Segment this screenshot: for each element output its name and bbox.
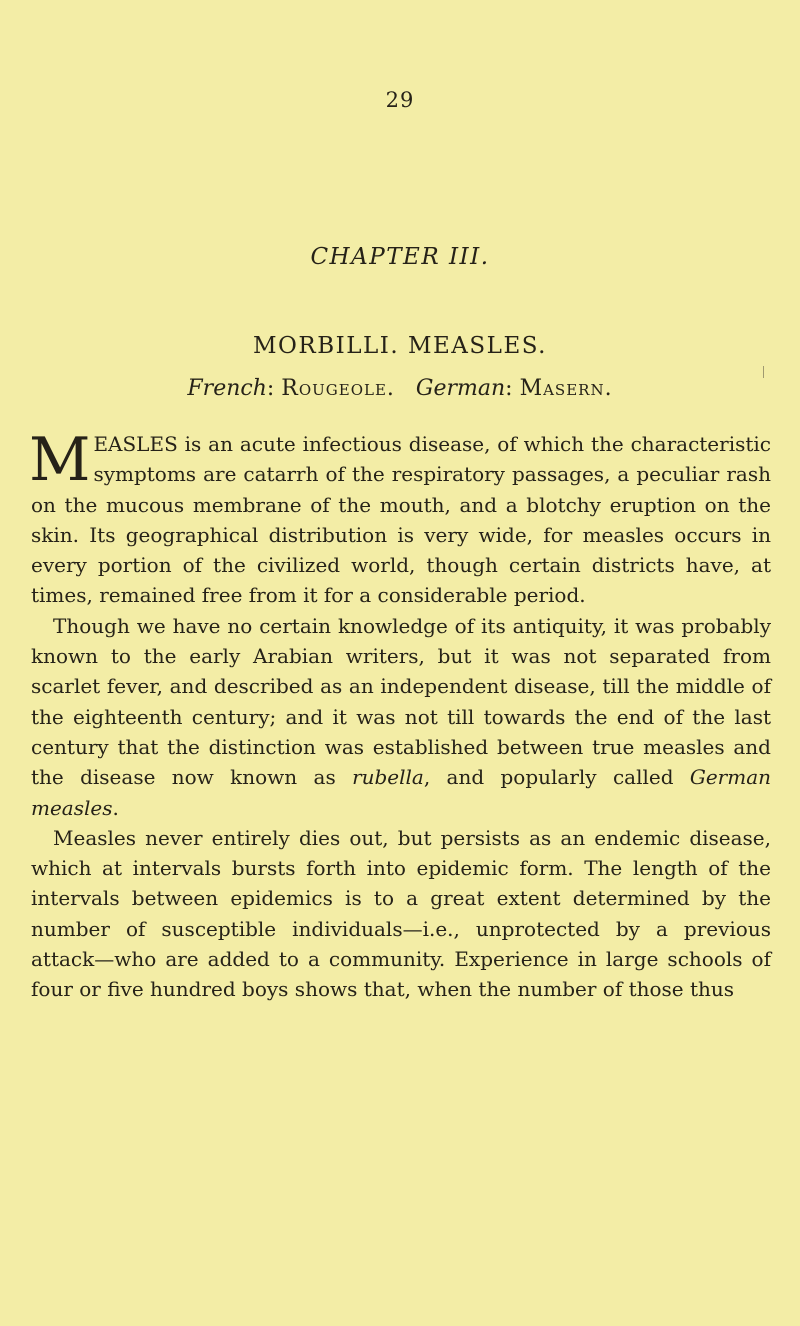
paragraph-2 bbox=[31, 611, 771, 823]
section-title: MORBILLI. MEASLES. bbox=[253, 333, 547, 359]
paragraph-1-text: EASLES is an acute infectious disease, of which the characteristic symptoms are catarrh of the respiratory passages, a peculiar rash on the mucous membrane of the mouth, and a blotchy eruption on the skin. Its geographical distribution is very wide, for measles occurs in every portion of the civilized world, though certain districts have, at times, remained free from it for a considerable period. bbox=[31, 432, 771, 608]
french-label: French bbox=[187, 376, 267, 401]
translations-line: French: Rougeole. German: Masern. bbox=[187, 376, 613, 401]
paragraph-2-text-c: . bbox=[112, 795, 119, 820]
german-measles-term: German measles bbox=[31, 765, 772, 820]
rubella-term: rubella bbox=[352, 765, 424, 790]
paragraph-2-text-a: Though we have no certain knowledge of its antiquity, it was probably known to the early Arabian writers, but it was not separated from scarlet fever, and described as an independent disease, till the middle of the eighteenth century; and it was not till towards the end of the last century that the distinction was established between true measles and the disease now known as bbox=[31, 613, 771, 790]
german-term: Masern. bbox=[519, 376, 613, 401]
drop-cap: M bbox=[29, 425, 91, 495]
paragraph-3-text: Measles never entirely dies out, but persists as an endemic disease, which at intervals bursts forth into epidemic form. The length of the intervals between epidemics is to a great extent determined by the number of susceptible individuals—i.e., unprotected by a previous attack—who are added to a community. Experience in large schools of four or five hundred boys shows that, when the number of those thus bbox=[31, 825, 771, 1002]
french-term: Rougeole. bbox=[281, 376, 395, 401]
page-number: 29 bbox=[385, 88, 415, 112]
german-label: German bbox=[415, 376, 506, 401]
chapter-heading: CHAPTER III. bbox=[310, 244, 490, 270]
paragraph-3 bbox=[31, 823, 771, 1005]
paragraph-1 bbox=[29, 425, 771, 611]
paragraph-2-text-b: , and popularly called bbox=[423, 765, 674, 790]
body-text bbox=[29, 425, 772, 1005]
